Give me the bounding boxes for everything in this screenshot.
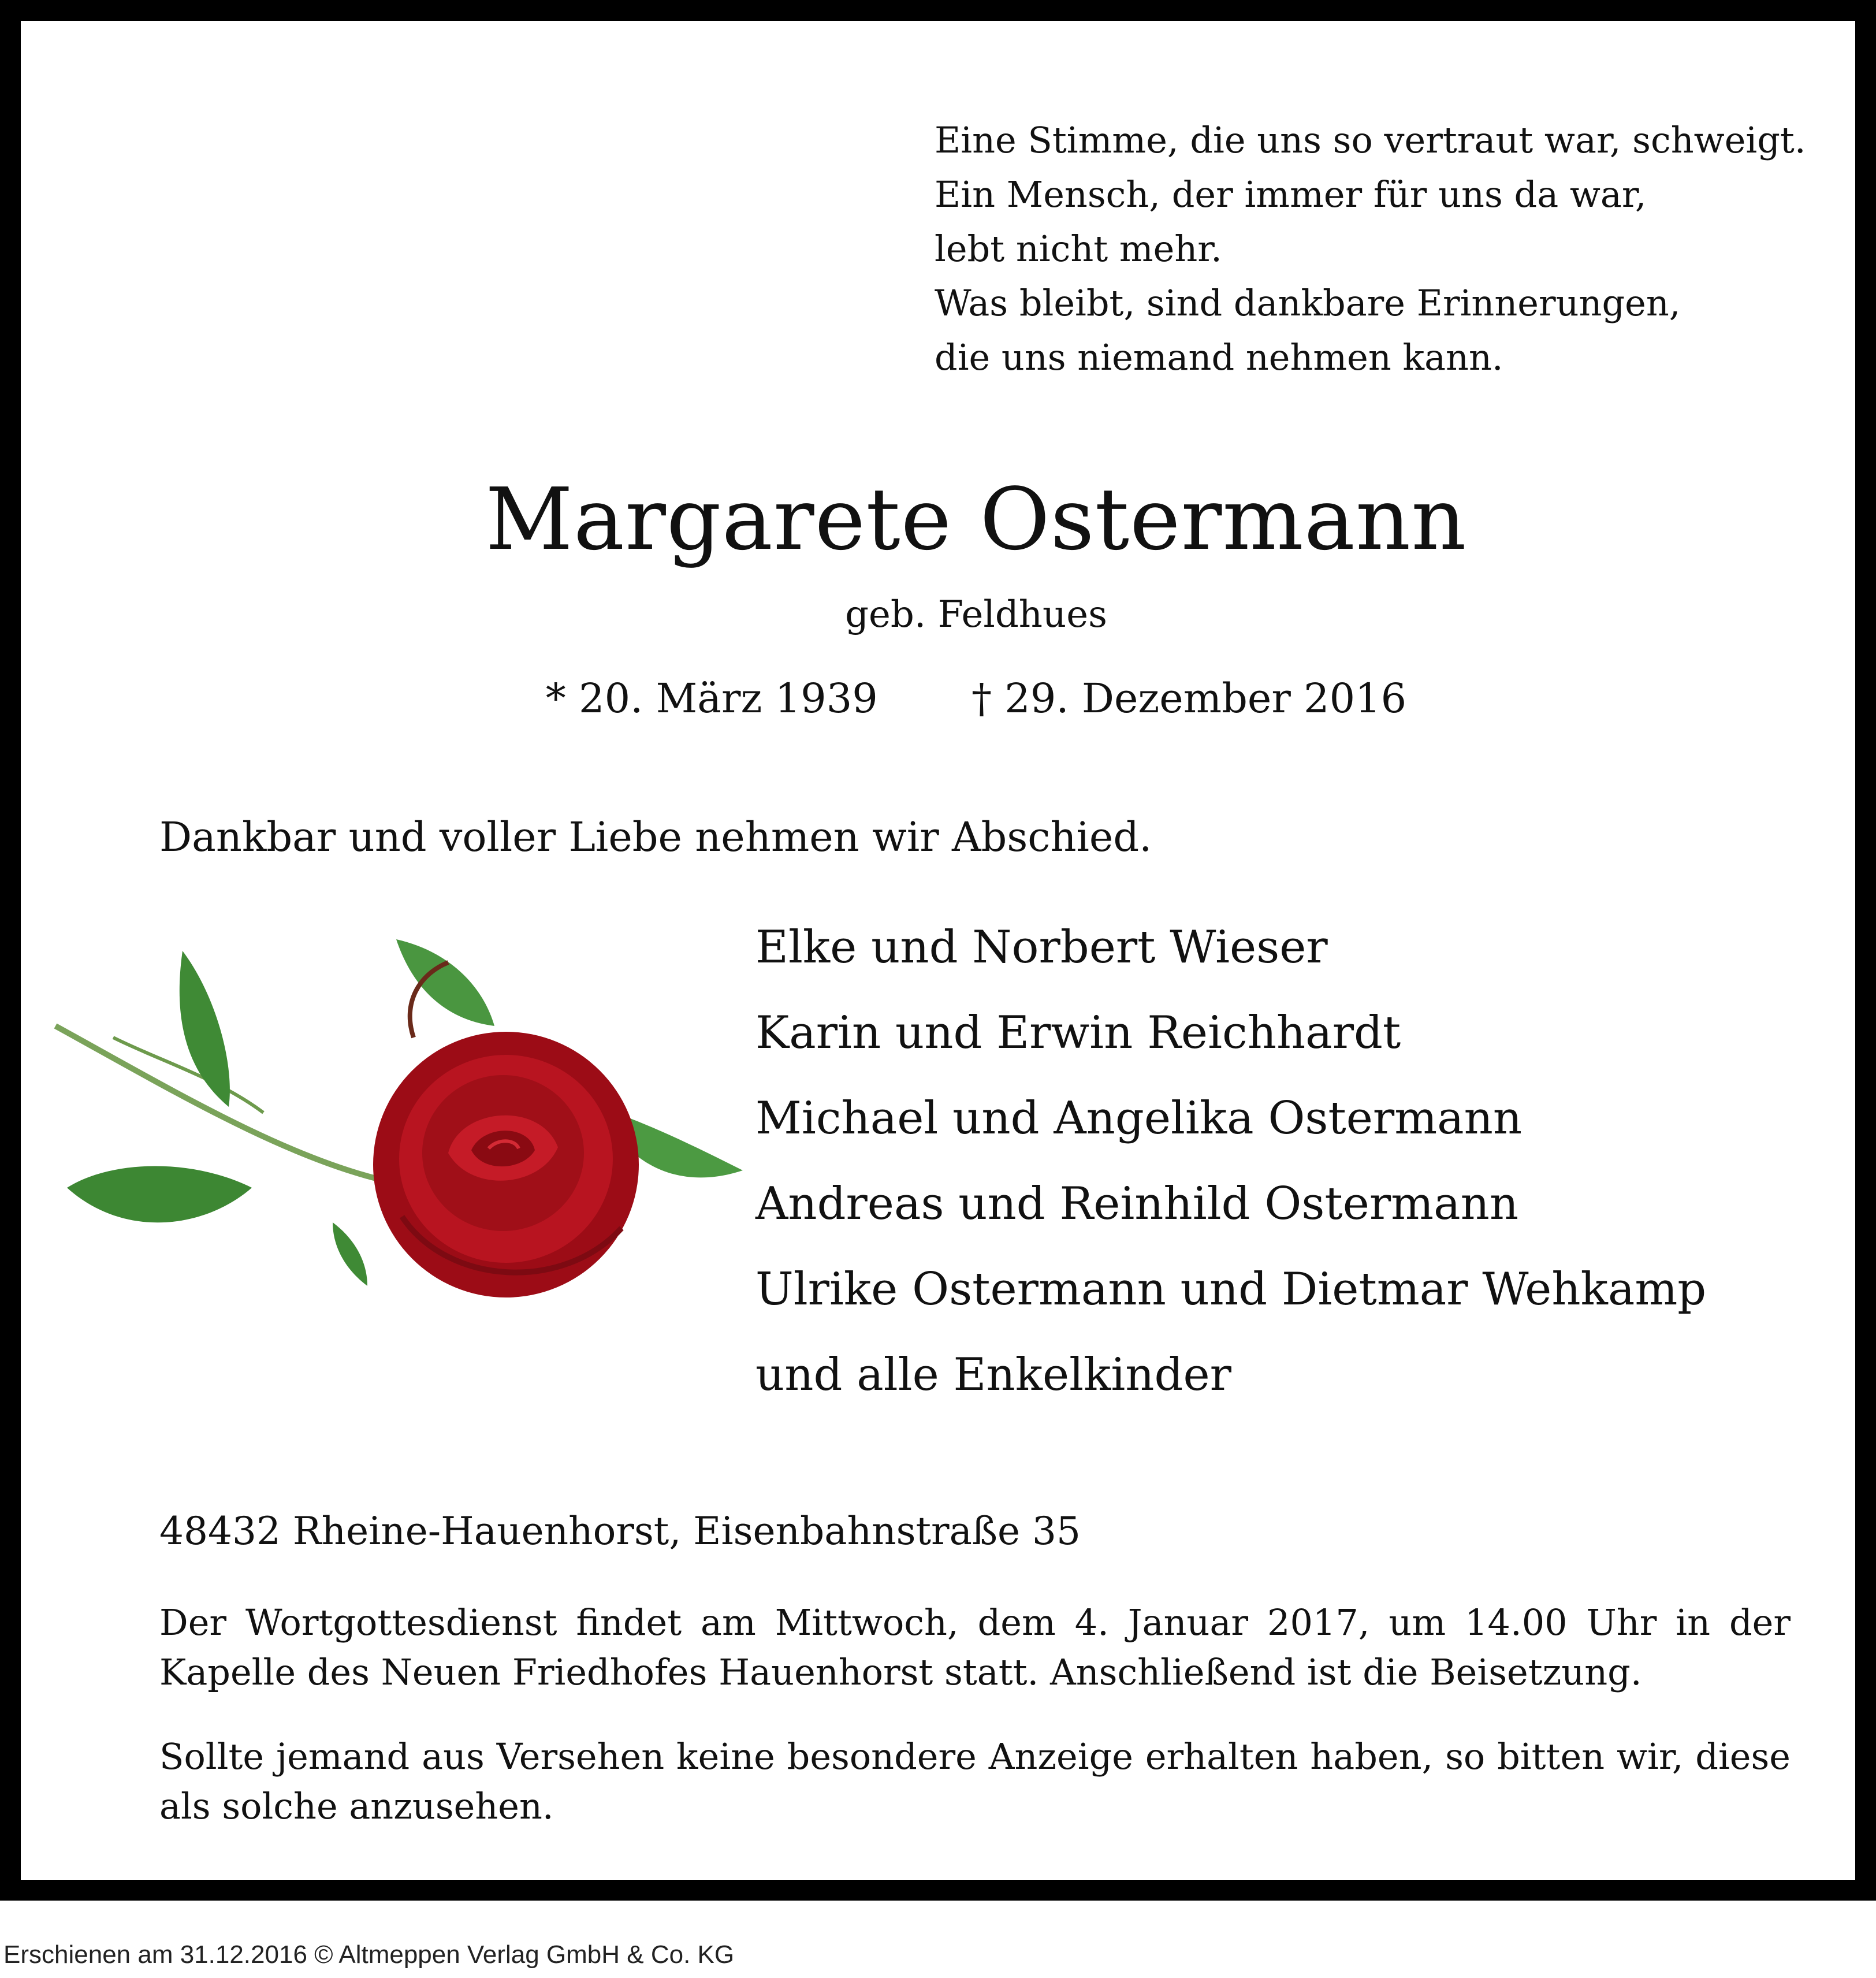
poem: [935, 113, 1806, 385]
birth-date: * 20. März 1939: [545, 675, 878, 722]
mourner-entry: und alle Enkelkinder: [755, 1349, 1231, 1401]
farewell-text: Dankbar und voller Liebe nehmen wir Abschied.: [159, 813, 1152, 861]
address: 48432 Rheine-Hauenhorst, Eisenbahnstraße 35: [159, 1509, 1081, 1553]
mourner-entry: Karin und Erwin Reichhardt: [755, 1007, 1401, 1059]
poem-line: Eine Stimme, die uns so vertraut war, schweigt.: [935, 119, 1806, 161]
service-info: Der Wortgottesdienst findet am Mittwoch, dem 4. Januar 2017, um 14.00 Uhr in der Kapelle des Neuen Friedhofes Hauenhorst statt. Anschließend ist die Beisetzung.: [159, 1601, 1791, 1693]
poem-line: Was bleibt, sind dankbare Erinnerungen,: [935, 282, 1681, 324]
poem-line: die uns niemand nehmen kann.: [935, 336, 1503, 378]
birth-name: geb. Feldhues: [845, 593, 1107, 636]
rose-image: [44, 916, 754, 1355]
mourner-entry: Michael und Angelika Ostermann: [755, 1092, 1523, 1144]
mourner-entry: Ulrike Ostermann und Dietmar Wehkamp: [755, 1263, 1707, 1315]
poem-line: Ein Mensch, der immer für uns da war,: [935, 173, 1647, 215]
death-date: † 29. Dezember 2016: [972, 675, 1407, 722]
deceased-name: Margarete Ostermann: [485, 470, 1467, 569]
mourners-list: [755, 905, 1706, 1418]
notice-text: Sollte jemand aus Versehen keine besondere Anzeige erhalten haben, so bitten wir, diese als solche anzusehen.: [159, 1735, 1791, 1827]
poem-line: lebt nicht mehr.: [935, 228, 1222, 270]
mourner-entry: Andreas und Reinhild Ostermann: [755, 1178, 1519, 1230]
life-dates: [21, 672, 1876, 724]
publication-footer: Erschienen am 31.12.2016 © Altmeppen Verlag GmbH & Co. KG: [3, 1940, 735, 1969]
mourner-entry: Elke und Norbert Wieser: [755, 921, 1328, 973]
